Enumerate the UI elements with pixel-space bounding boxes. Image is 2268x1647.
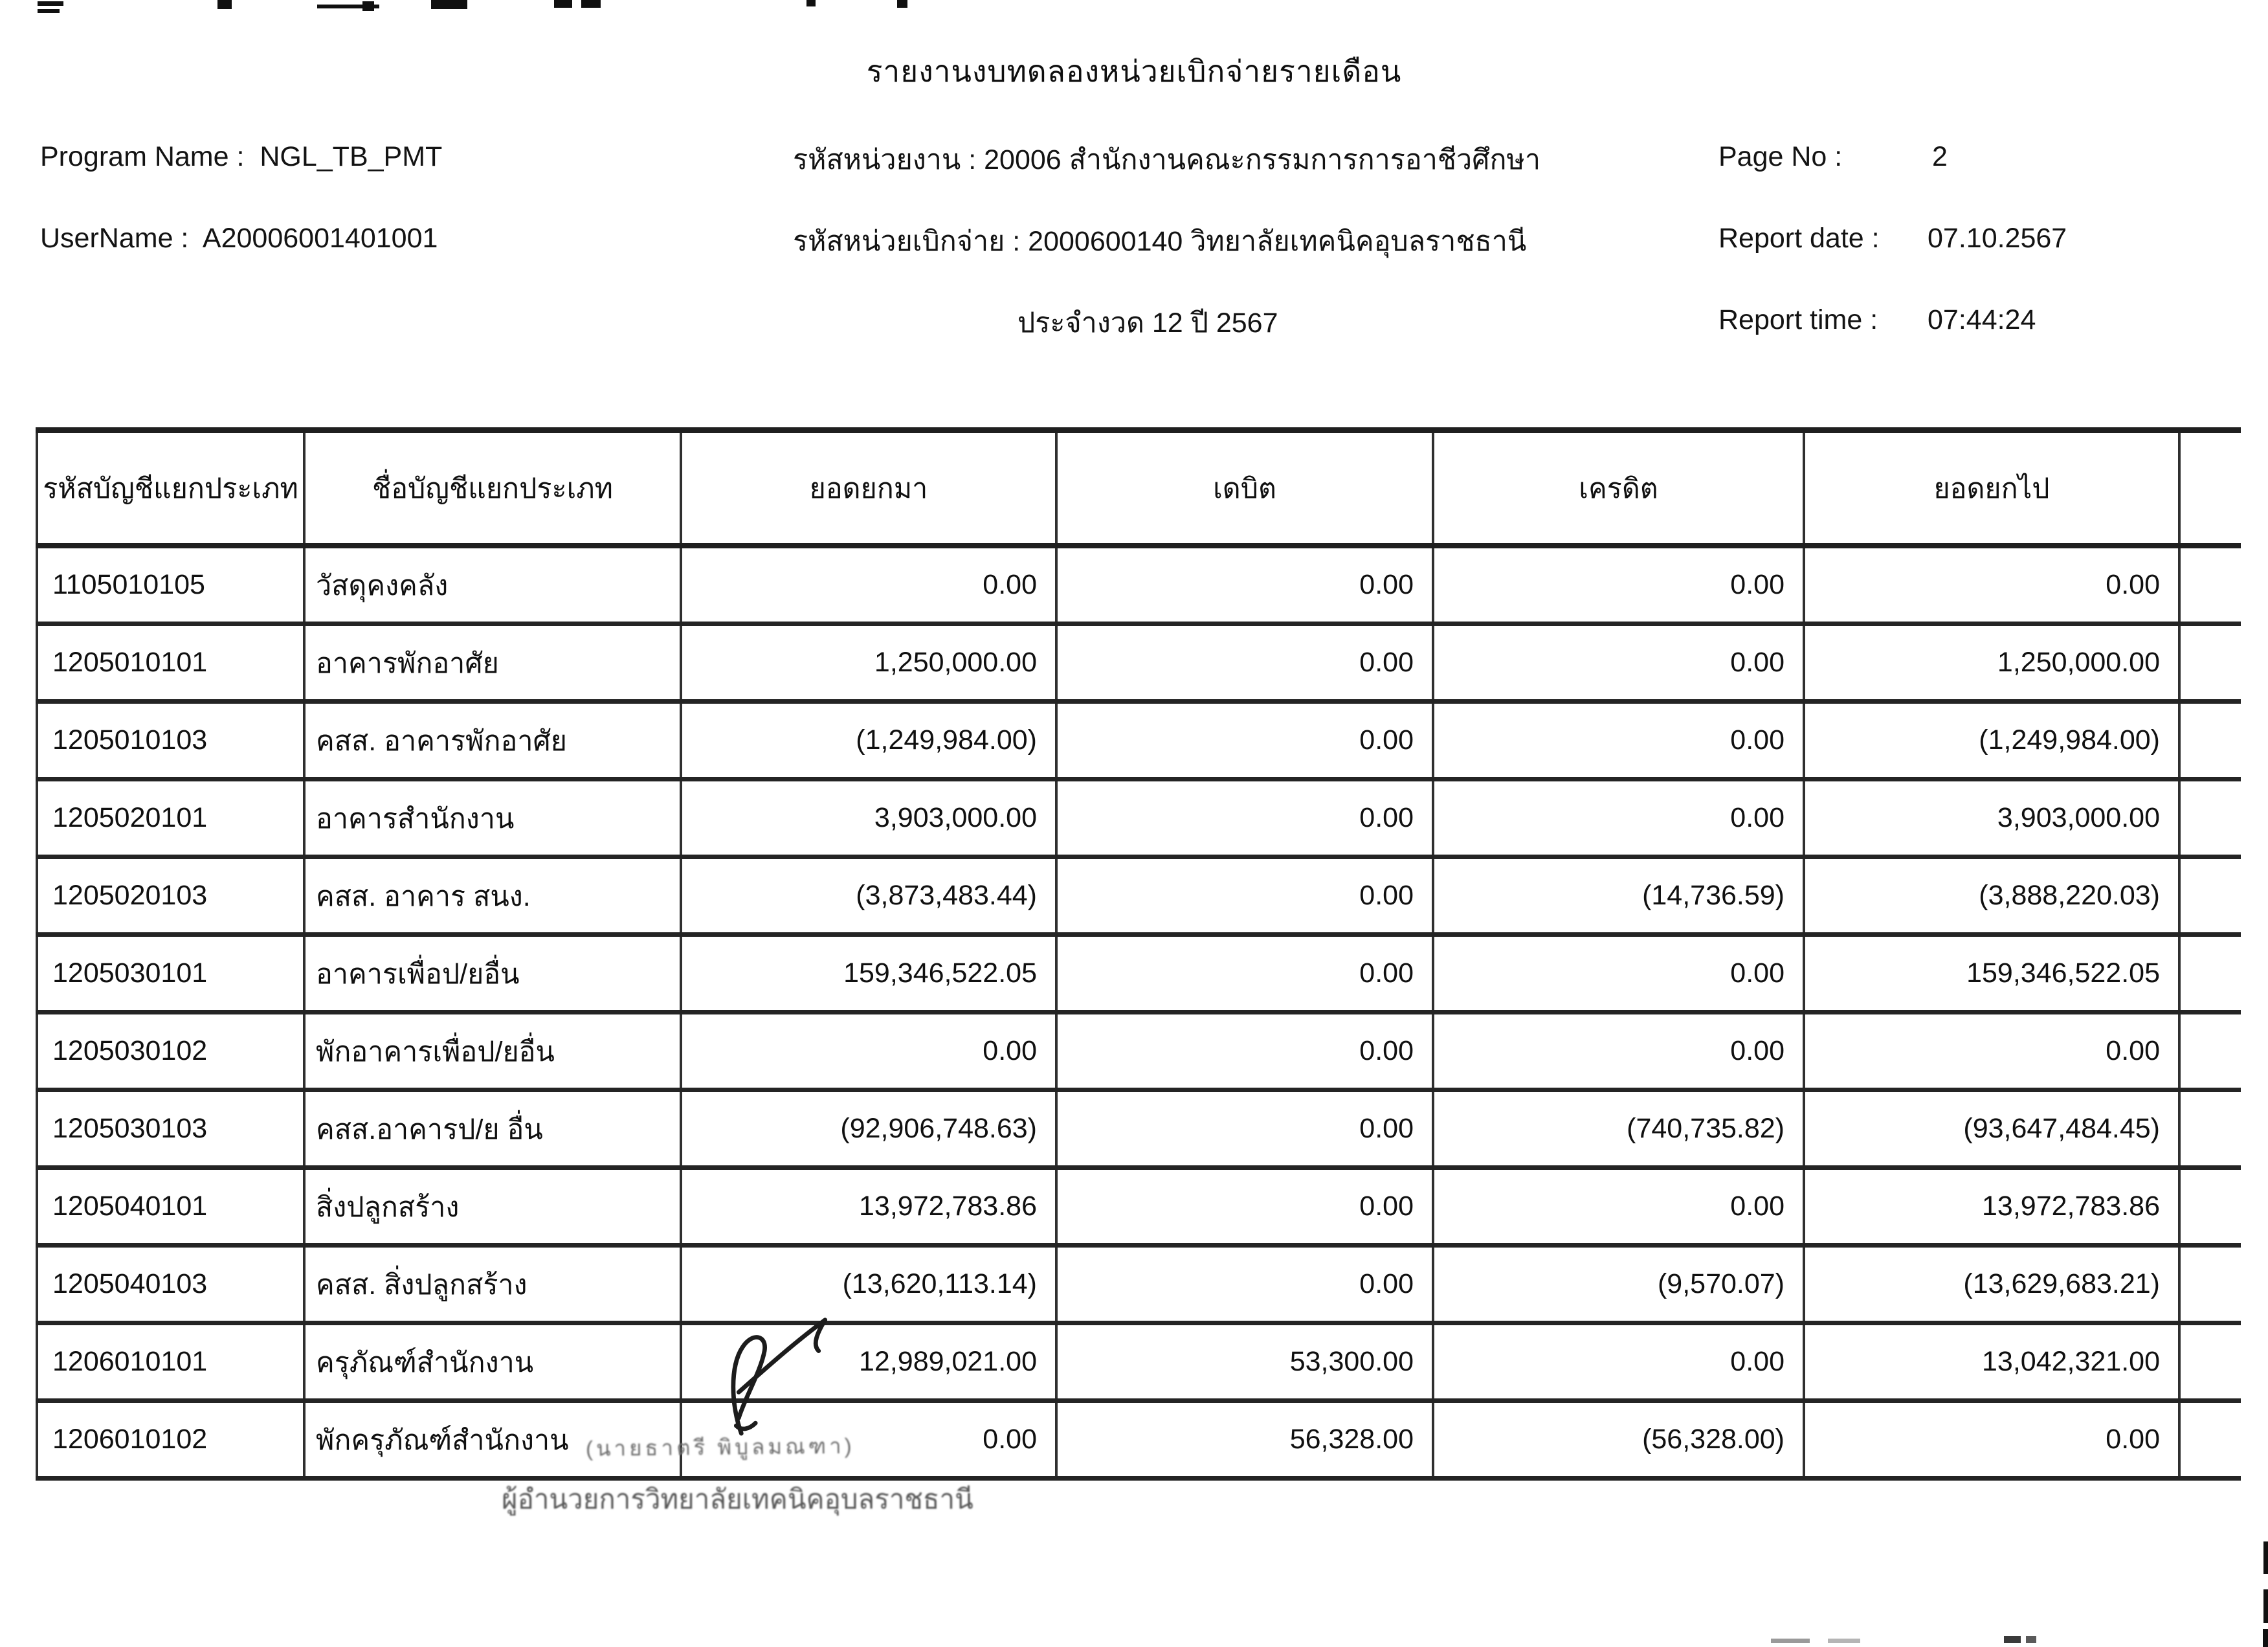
account-code-cell: 1205020101	[37, 779, 304, 857]
credit-cell: 0.00	[1433, 624, 1804, 702]
closing-balance-cell: 1,250,000.00	[1804, 624, 2179, 702]
closing-balance-cell: 0.00	[1804, 1013, 2179, 1090]
account-name-cell: พักอาคารเพื่อป/ยอื่น	[304, 1013, 681, 1090]
stamp-title-line: ผู้อำนวยการวิทยาลัยเทคนิคอุบลราชธานี	[502, 1484, 973, 1514]
table-row	[37, 702, 2241, 779]
spacer-cell	[2179, 702, 2241, 779]
table-header-row	[37, 431, 2241, 546]
column-header-credit: เครดิต	[1433, 431, 1804, 546]
account-name-cell: พักครุภัณฑ์สำนักงาน	[304, 1401, 681, 1479]
report-date-label: Report date :	[1718, 223, 1880, 254]
spacer-cell	[2179, 1013, 2241, 1090]
agency-code-line: รหัสหน่วยงาน : 20006 สำนักงานคณะกรรมการการอาชีวศึกษา	[793, 144, 1541, 175]
closing-balance-cell: (1,249,984.00)	[1804, 702, 2179, 779]
opening-balance-cell: 3,903,000.00	[681, 779, 1056, 857]
debit-cell: 53,300.00	[1056, 1323, 1433, 1401]
scan-artifact	[581, 0, 601, 8]
opening-balance-cell: 13,972,783.86	[681, 1168, 1056, 1246]
opening-balance-cell: (92,906,748.63)	[681, 1090, 1056, 1168]
spacer-cell	[2179, 857, 2241, 935]
column-header-opening-balance: ยอดยกมา	[681, 431, 1056, 546]
opening-balance-cell: 1,250,000.00	[681, 624, 1056, 702]
page-no-label: Page No :	[1718, 141, 1843, 172]
column-header-debit: เดบิต	[1056, 431, 1433, 546]
scan-artifact	[1771, 1639, 1810, 1643]
program-name-line	[40, 141, 442, 173]
account-code-cell: 1205030101	[37, 935, 304, 1013]
account-name-cell: ครุภัณฑ์สำนักงาน	[304, 1323, 681, 1401]
closing-balance-cell: 159,346,522.05	[1804, 935, 2179, 1013]
report-title: รายงานงบทดลองหน่วยเบิกจ่ายรายเดือน	[866, 54, 1402, 88]
debit-cell: 0.00	[1056, 624, 1433, 702]
debit-cell: 56,328.00	[1056, 1401, 1433, 1479]
account-code-cell: 1205040101	[37, 1168, 304, 1246]
opening-balance-cell: (13,620,113.14)	[681, 1246, 1056, 1323]
opening-balance-cell: 0.00	[681, 546, 1056, 624]
scan-artifact	[362, 1, 374, 11]
username-value: A20006001401001	[202, 223, 438, 254]
opening-balance-cell: 12,989,021.00	[681, 1323, 1056, 1401]
account-name-cell: วัสดุคงคลัง	[304, 546, 681, 624]
credit-cell: 0.00	[1433, 1323, 1804, 1401]
account-code-cell: 1205030103	[37, 1090, 304, 1168]
period-line: ประจำงวด 12 ปี 2567	[1017, 308, 1278, 339]
debit-cell: 0.00	[1056, 702, 1433, 779]
spacer-cell	[2179, 546, 2241, 624]
scan-artifact	[38, 1, 63, 6]
spacer-cell	[2179, 935, 2241, 1013]
table-row	[37, 1168, 2241, 1246]
account-code-cell: 1205020103	[37, 857, 304, 935]
closing-balance-cell: 3,903,000.00	[1804, 779, 2179, 857]
opening-balance-cell: (1,249,984.00)	[681, 702, 1056, 779]
account-name-cell: อาคารพักอาศัย	[304, 624, 681, 702]
account-code-cell: 1206010101	[37, 1323, 304, 1401]
scan-artifact	[897, 0, 907, 8]
closing-balance-cell: 13,042,321.00	[1804, 1323, 2179, 1401]
account-name-cell: อาคารสำนักงาน	[304, 779, 681, 857]
credit-cell: 0.00	[1433, 779, 1804, 857]
scan-artifact	[2263, 1629, 2268, 1647]
column-header-account-code: รหัสบัญชีแยกประเภท	[37, 431, 304, 546]
scan-artifact	[431, 0, 467, 9]
scan-artifact	[806, 0, 816, 6]
account-name-cell: คสส. อาคารพักอาศัย	[304, 702, 681, 779]
stamp-name-line: (นายธาตรี พิบูลมณฑา)	[585, 1433, 855, 1461]
debit-cell: 0.00	[1056, 1168, 1433, 1246]
table-body	[37, 546, 2241, 1479]
account-name-cell: คสส. อาคาร สนง.	[304, 857, 681, 935]
spacer-cell	[2179, 1323, 2241, 1401]
debit-cell: 0.00	[1056, 1013, 1433, 1090]
table-row	[37, 1323, 2241, 1401]
spacer-cell	[2179, 624, 2241, 702]
debit-cell: 0.00	[1056, 546, 1433, 624]
table-row	[37, 1246, 2241, 1323]
program-name-value: NGL_TB_PMT	[260, 141, 443, 172]
credit-cell: 0.00	[1433, 702, 1804, 779]
account-name-cell: อาคารเพื่อป/ยอื่น	[304, 935, 681, 1013]
table-row	[37, 624, 2241, 702]
credit-cell: 0.00	[1433, 935, 1804, 1013]
account-code-cell: 1205040103	[37, 1246, 304, 1323]
opening-balance-cell: (3,873,483.44)	[681, 857, 1056, 935]
debit-cell: 0.00	[1056, 935, 1433, 1013]
credit-cell: (56,328.00)	[1433, 1401, 1804, 1479]
closing-balance-cell: 0.00	[1804, 546, 2179, 624]
scan-artifact	[2004, 1636, 2021, 1643]
credit-cell: 0.00	[1433, 1168, 1804, 1246]
spacer-cell	[2179, 1246, 2241, 1323]
program-name-label: Program Name :	[40, 141, 245, 172]
trial-balance-grid	[36, 427, 2241, 1481]
report-time-label: Report time :	[1718, 304, 1878, 335]
closing-balance-cell: 0.00	[1804, 1401, 2179, 1479]
credit-cell: (740,735.82)	[1433, 1090, 1804, 1168]
scan-artifact	[2263, 1541, 2268, 1574]
scan-artifact	[2263, 1589, 2268, 1623]
account-name-cell: คสส. สิ่งปลูกสร้าง	[304, 1246, 681, 1323]
closing-balance-cell: (13,629,683.21)	[1804, 1246, 2179, 1323]
spacer-cell	[2179, 1168, 2241, 1246]
closing-balance-cell: (93,647,484.45)	[1804, 1090, 2179, 1168]
account-code-cell: 1205010101	[37, 624, 304, 702]
debit-cell: 0.00	[1056, 779, 1433, 857]
page-no-value: 2	[1932, 141, 1948, 172]
account-code-cell: 1205030102	[37, 1013, 304, 1090]
table-row	[37, 1090, 2241, 1168]
scan-artifact	[38, 9, 60, 13]
username-line	[40, 223, 438, 254]
scan-artifact	[2026, 1636, 2036, 1643]
credit-cell: (9,570.07)	[1433, 1246, 1804, 1323]
table-row	[37, 1401, 2241, 1479]
spacer-cell	[2179, 1401, 2241, 1479]
table-row	[37, 1013, 2241, 1090]
account-code-cell: 1105010105	[37, 546, 304, 624]
credit-cell: (14,736.59)	[1433, 857, 1804, 935]
scan-artifact	[1828, 1639, 1860, 1643]
debit-cell: 0.00	[1056, 1246, 1433, 1323]
opening-balance-cell: 0.00	[681, 1401, 1056, 1479]
table-row	[37, 935, 2241, 1013]
closing-balance-cell: (3,888,220.03)	[1804, 857, 2179, 935]
opening-balance-cell: 159,346,522.05	[681, 935, 1056, 1013]
credit-cell: 0.00	[1433, 1013, 1804, 1090]
report-date-value: 07.10.2567	[1928, 223, 2067, 254]
table-row	[37, 546, 2241, 624]
opening-balance-cell: 0.00	[681, 1013, 1056, 1090]
table-row	[37, 857, 2241, 935]
account-code-cell: 1206010102	[37, 1401, 304, 1479]
table-row	[37, 779, 2241, 857]
account-name-cell: สิ่งปลูกสร้าง	[304, 1168, 681, 1246]
account-name-cell: คสส.อาคารป/ย อื่น	[304, 1090, 681, 1168]
debit-cell: 0.00	[1056, 1090, 1433, 1168]
spacer-cell	[2179, 779, 2241, 857]
trial-balance-table	[36, 427, 2241, 1481]
account-code-cell: 1205010103	[37, 702, 304, 779]
column-header-closing-balance: ยอดยกไป	[1804, 431, 2179, 546]
spacer-cell	[2179, 1090, 2241, 1168]
scan-artifact	[217, 0, 232, 9]
credit-cell: 0.00	[1433, 546, 1804, 624]
report-time-value: 07:44:24	[1928, 304, 2036, 335]
closing-balance-cell: 13,972,783.86	[1804, 1168, 2179, 1246]
disbursing-unit-line: รหัสหน่วยเบิกจ่าย : 2000600140 วิทยาลัยเทคนิคอุบลราชธานี	[793, 226, 1527, 257]
column-header-account-name: ชื่อบัญชีแยกประเภท	[304, 431, 681, 546]
username-label: UserName :	[40, 223, 189, 254]
spacer-column-header	[2179, 431, 2241, 546]
scan-artifact	[554, 0, 572, 8]
debit-cell: 0.00	[1056, 857, 1433, 935]
